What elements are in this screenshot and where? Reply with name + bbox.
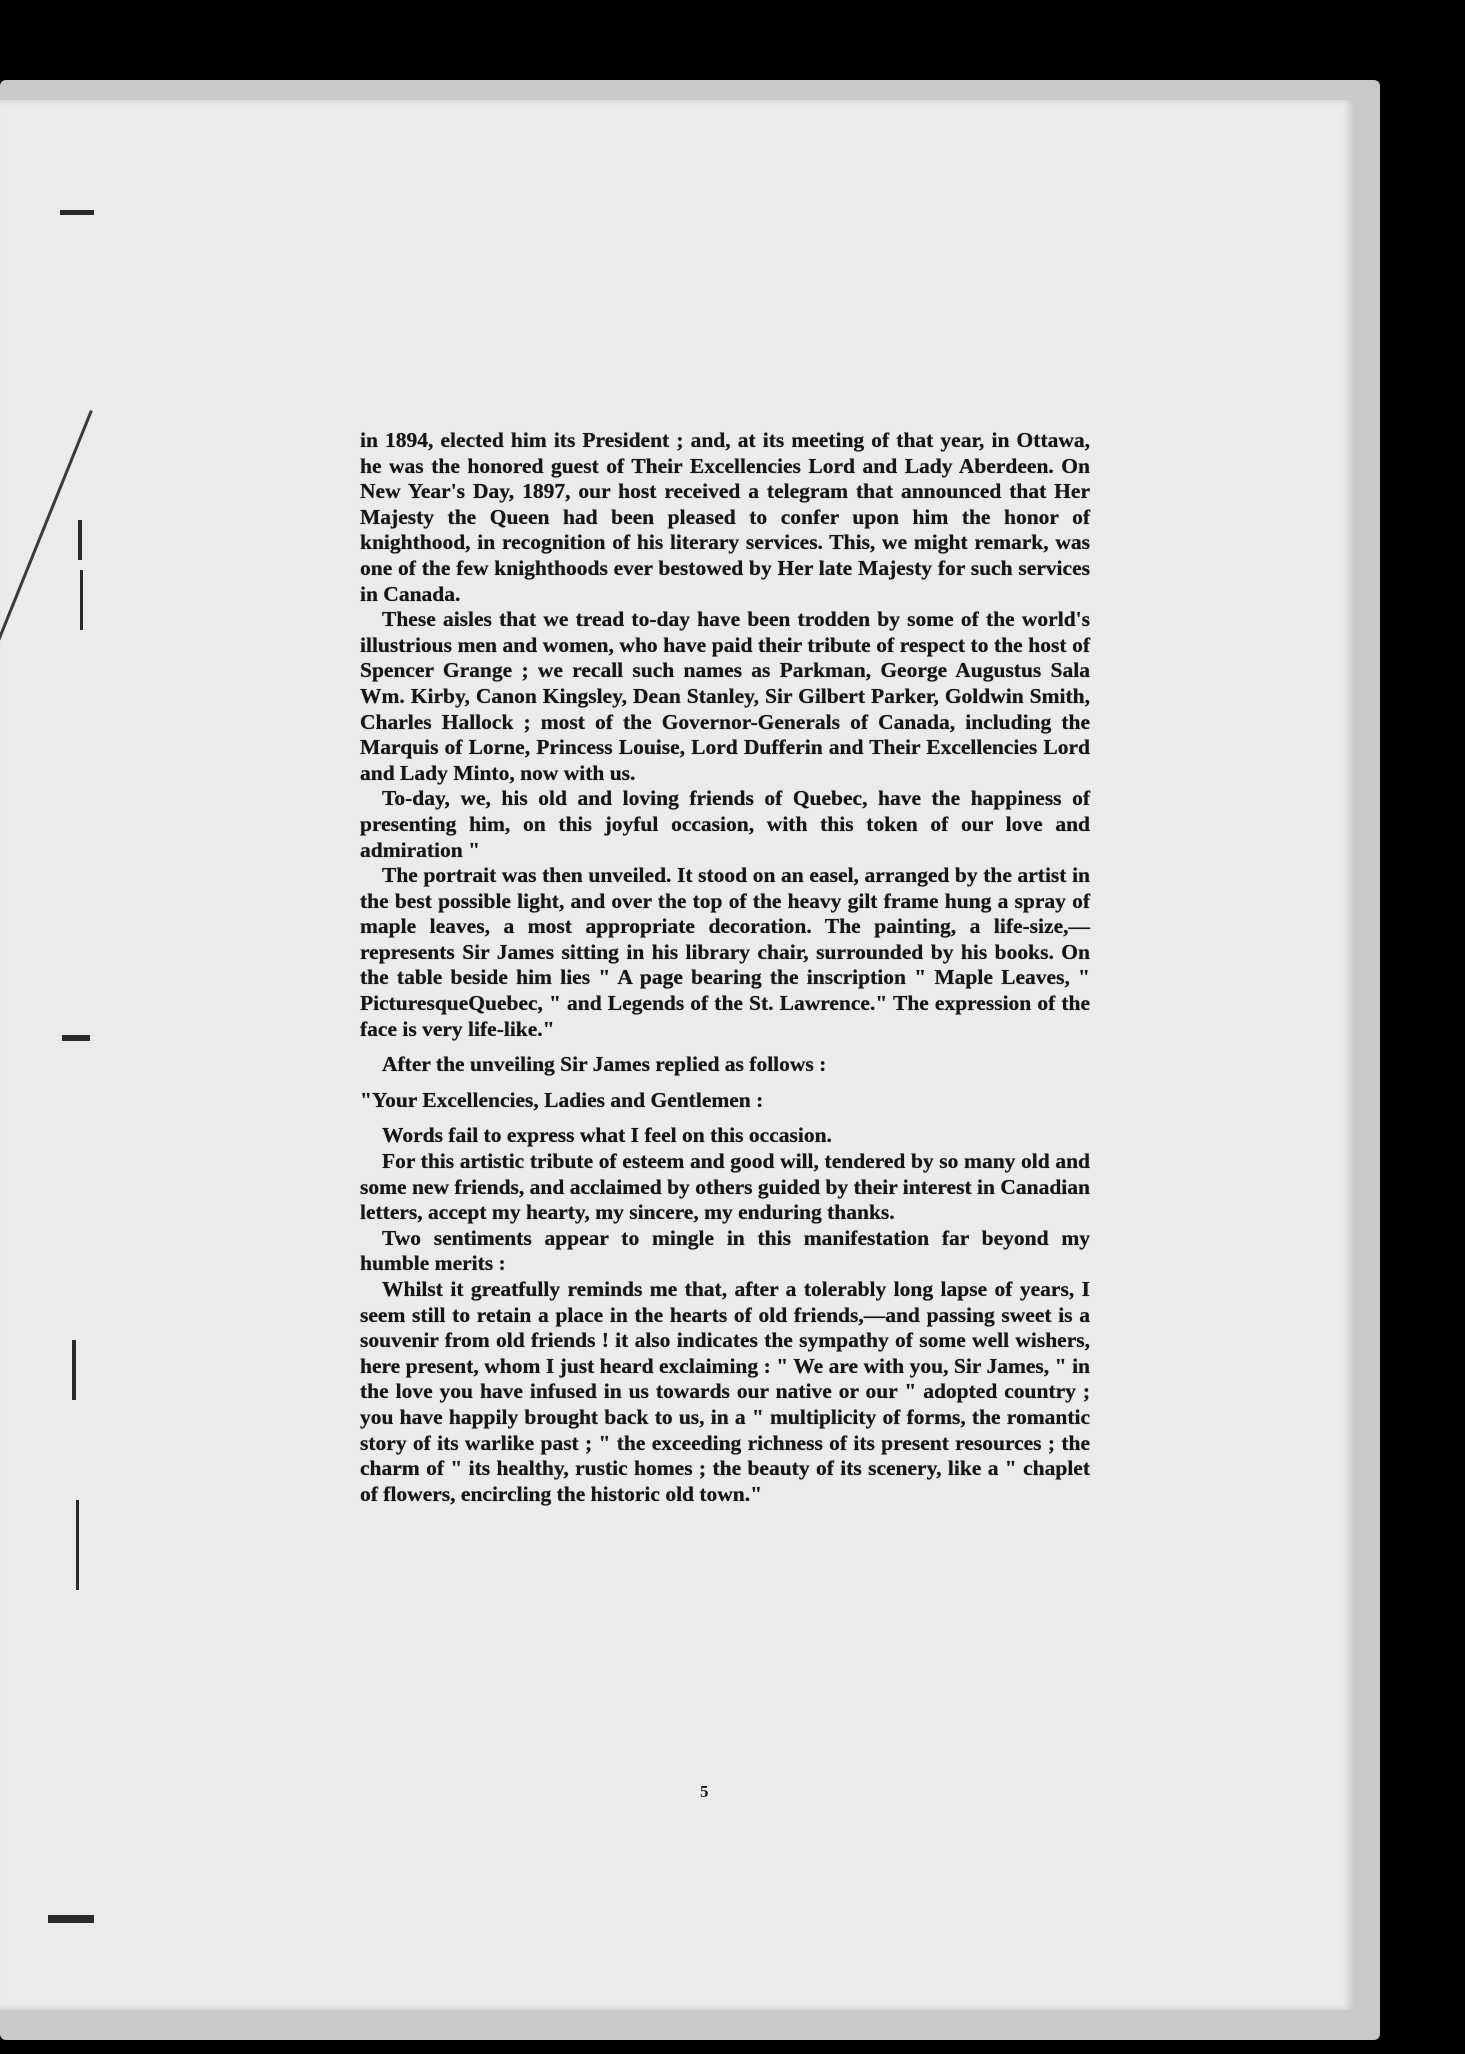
- binding-mark: [80, 570, 83, 630]
- paragraph-words-fail: Words fail to express what I feel on this occasion.: [382, 1123, 832, 1148]
- body-text: [360, 428, 1090, 1507]
- binding-mark: [78, 520, 82, 560]
- paragraph-salutation: "Your Excellencies, Ladies and Gentlemen :: [360, 1087, 764, 1112]
- paragraph-sentiments: Two sentiments appear to mingle in this manifestation far beyond my humble merits :: [360, 1225, 1090, 1276]
- binding-mark: [48, 1915, 94, 1923]
- paragraph-portrait: The portrait was then unveiled. It stood on an easel, arranged by the artist in the best possible light, and over the top of the heavy gilt frame hung a spray of maple leaves, a most appropriate decoration. The painting, a life-size,—represents Sir James sitting in his library chair, surrounded by his books. On the table beside him lies " A page bearing the inscription " Maple Leaves, " PicturesqueQuebec, " and Legends of the St. Lawrence." The expression of the face is very life-like.": [360, 863, 1090, 1041]
- binding-mark: [76, 1500, 79, 1590]
- paragraph-visitors: These aisles that we tread to-day have been trodden by some of the world's illustrious men and women, who have paid their tribute of respect to the host of Spencer Grange ; we recall such names as Parkman, George Augustus Sala Wm. Kirby, Canon Kingsley, Dean Stanley, Sir Gilbert Parker, Goldwin Smith, Charles Hallock ; most of the Governor-Generals of Canada, including the Marquis of Lorne, Princess Louise, Lord Dufferin and Their Excellencies Lord and Lady Minto, now with us.: [360, 607, 1090, 785]
- paragraph-presidency: in 1894, elected him its President ; and, at its meeting of that year, in Ottawa, he was the honored guest of Their Excellencies Lord and Lady Aberdeen. On New Year's Day, 1897, our host received a telegram that announced that Her Majesty the Queen had been pleased to confer upon him the honor of knighthood, in recognition of his literary services. This, we might remark, was one of the few knighthoods ever bestowed by Her late Majesty for such services in Canada.: [360, 428, 1090, 606]
- paragraph-reply-intro: After the unveiling Sir James replied as follows :: [382, 1052, 827, 1077]
- paragraph-reminder: Whilst it greatfully reminds me that, after a tolerably long lapse of years, I seem still to retain a place in the hearts of old friends,—and passing sweet is a souvenir from old friends ! it also indicates the sympathy of some well wishers, here present, whom I just heard exclaiming : " We are with you, Sir James, " in the love you have infused in us towards our native or our " adopted country ; you have happily brought back to us, in a " multiplicity of forms, the romantic story of its warlike past ; " the exceeding richness of its present resources ; the charm of " its healthy, rustic homes ; the beauty of its scenery, like a " chaplet of flowers, encircling the historic old town.": [360, 1277, 1090, 1506]
- binding-mark: [60, 210, 94, 215]
- binding-mark: [62, 1035, 90, 1041]
- page-number: 5: [700, 1782, 709, 1801]
- paragraph-thanks: For this artistic tribute of esteem and good will, tendered by so many old and some new friends, and acclaimed by others guided by their interest in Canadian letters, accept my hearty, my sincere, my enduring thanks.: [360, 1149, 1090, 1225]
- binding-mark: [72, 1340, 76, 1400]
- paragraph-presentation: To-day, we, his old and loving friends of Quebec, have the happiness of presenting him, on this joyful occasion, with this token of our love and admiration ": [360, 786, 1090, 862]
